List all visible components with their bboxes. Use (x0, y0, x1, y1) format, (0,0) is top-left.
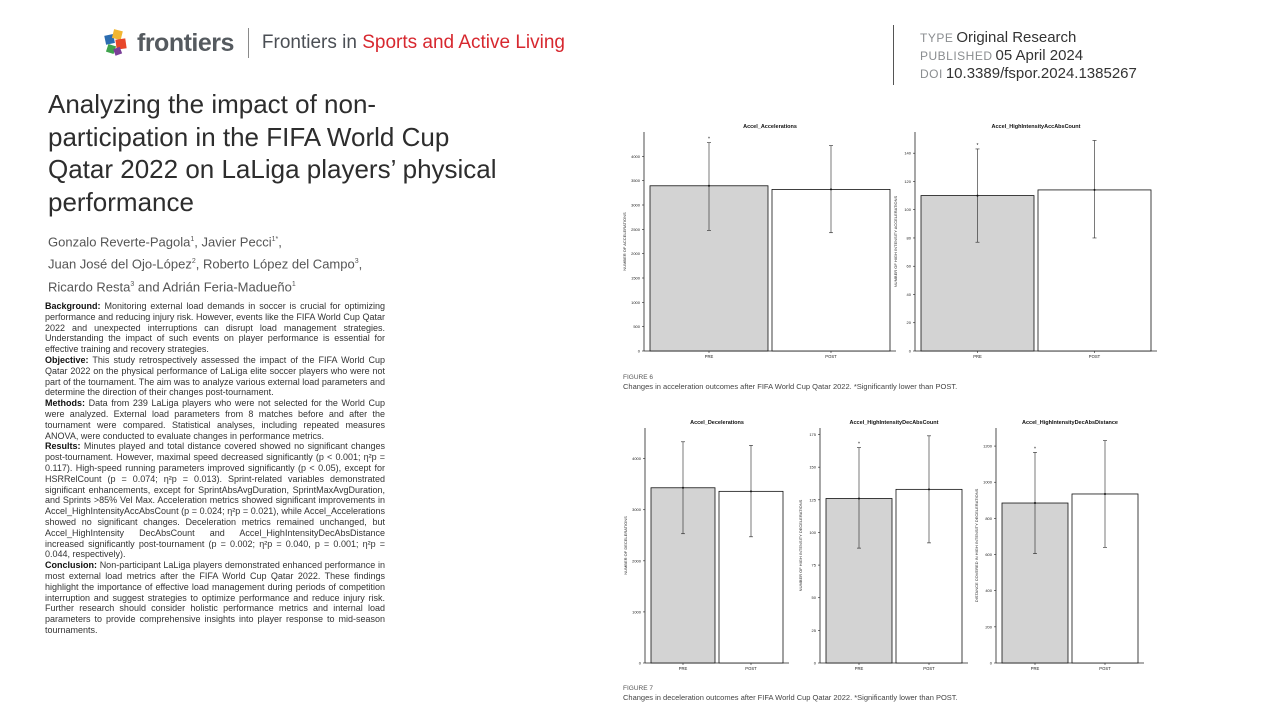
y-tick-label: 4000 (631, 153, 640, 159)
mean-point (1104, 493, 1106, 495)
y-tick-label: 0 (813, 660, 816, 666)
y-axis-label: NUMBER OF HIGH INTENSITY ACCELERATIONS (893, 195, 898, 288)
mean-point (708, 185, 710, 187)
author-name: Ricardo Resta (48, 278, 131, 294)
y-tick-label: 1500 (631, 275, 640, 281)
y-tick-label: 125 (809, 497, 816, 503)
y-axis-label: NUMBER OF HIGH INTENSITY DECELERATIONS (798, 499, 803, 592)
doi-link[interactable]: 10.3389/fspor.2024.1385267 (945, 65, 1137, 82)
significance-marker: * (1034, 446, 1036, 453)
y-tick-label: 60 (906, 263, 911, 269)
y-tick-label: 100 (809, 529, 816, 535)
x-tick-label: POST (1088, 354, 1101, 359)
mean-point (858, 498, 860, 500)
y-axis-label: NUMBER OF ACCELERATIONS (622, 212, 627, 271)
figure7-caption: FIGURE 7 Changes in deceleration outcomes after FIFA World Cup Qatar 2022. *Significantly lower than POST. (623, 685, 958, 702)
y-tick-label: 100 (904, 207, 911, 213)
y-axis-label: DISTANCE COVERED IN HIGH INTENSITY DECELERATIONS (974, 488, 979, 603)
y-tick-label: 1000 (632, 609, 641, 615)
x-tick-label: POST (1099, 666, 1111, 671)
x-tick-label: PRE (973, 354, 982, 359)
chart-title: Accel_HighIntensityAccAbsCount (991, 124, 1081, 130)
y-tick-label: 150 (809, 464, 816, 470)
y-tick-label: 50 (811, 595, 816, 601)
x-tick-label: POST (745, 666, 757, 671)
y-tick-label: 1000 (631, 299, 640, 305)
abstract-background: Background: Monitoring external load demands in soccer is crucial for optimizing performance and reducing injury risk. However, events like the FIFA World Cup Qatar 2022 and unexpected interruptions can disrupt load management strategies. Understanding the impact of such events on player performance is essential for effective training and recovery strategies. (45, 301, 385, 355)
abstract-methods: Methods: Data from 239 LaLiga players who were not selected for the World Cup were analyzed. External load parameters from 8 matches before and after the tournament were compared. Statistical analyses, including repeated measures ANOVA, were conducted to evaluate changes in performance metrics. (45, 398, 385, 441)
x-tick-label: PRE (854, 666, 864, 671)
y-tick-label: 800 (985, 515, 992, 521)
y-tick-label: 2000 (632, 558, 641, 564)
author-name: Roberto López del Campo (202, 256, 355, 272)
article-doi: DOI 10.3389/fspor.2024.1385267 (920, 65, 1137, 82)
chart-title: Accel_Accelerations (743, 124, 797, 130)
abstract-objective: Objective: This study retrospectively assessed the impact of the FIFA World Cup Qatar 2022 on the physical performance of LaLiga elite soccer players who were not part of the tournament. The aim was to analyze various external load parameters and determine the direction of their changes post-tournament. (45, 354, 385, 398)
y-tick-label: 0 (908, 348, 911, 354)
author-name: Javier Pecci (201, 234, 272, 250)
y-tick-label: 0 (989, 660, 992, 666)
author-name: Gonzalo Reverte-Pagola (48, 234, 191, 250)
abstract-conclusion: Conclusion: Non-participant LaLiga players demonstrated enhanced performance in most external load metrics after the FIFA World Cup Qatar 2022. These findings highlight the importance of effective load management during periods of competition interruption and suggest strategies to optimize performance and reduce injury risk. Further research should consider holistic performance metrics and internal load parameters to provide comprehensive insights into player response to mid-season tournaments. (45, 560, 385, 635)
mean-point (750, 490, 752, 492)
journal-name (262, 32, 565, 54)
author-name: Juan José del Ojo-López (48, 256, 192, 272)
y-tick-label: 120 (904, 178, 911, 184)
y-tick-label: 2500 (631, 226, 640, 232)
y-axis-label: NUMBER OF DECELERATIONS (623, 516, 628, 575)
y-tick-label: 25 (811, 627, 816, 633)
abstract-results: Results: Minutes played and total distance covered showed no significant changes post-tournament. However, maximal speed decreased significantly (p < 0.001; η²p = 0.117). High-speed running parameters improved significantly (p < 0.05), except for HSRRelCount (p = 0.074; η²p = 0.013). Sprint-related variables demonstrated significant enhancements, except for SprintAbsAvgDuration, SprintMaxAvgDuration, and Sprints >85% Vel Max. Acceleration metrics showed significant improvements in Accel_HighIntensityAccAbsCount (p = 0.024; η²p = 0.021), while Accel_Accelerations showed no significant changes. Deceleration metrics remained unchanged, but Accel_HighIntensity DecAbsCount and Accel_HighIntensityDecAbsDistance increased significantly post-tournament (p = 0.002; η²p = 0.040, p = 0.001; η²p = 0.044, respectively). (45, 441, 385, 560)
chart-title: Accel_Decelerations (690, 420, 744, 426)
frontiers-logo-icon (104, 29, 130, 57)
y-tick-label: 0 (638, 660, 641, 666)
chart-accel-decelerations (617, 416, 795, 674)
chart-title: Accel_HighIntensityDecAbsCount (849, 420, 939, 426)
chart-title: Accel_HighIntensityDecAbsDistance (1022, 420, 1118, 426)
mean-point (977, 195, 979, 197)
y-tick-label: 0 (637, 348, 640, 354)
abstract (45, 301, 385, 636)
article-title: Analyzing the impact of non-participation in the FIFA World Cup Qatar 2022 on LaLiga players’ physical performance (48, 89, 497, 217)
chart-accel-high-intensity-dec-distance (973, 416, 1148, 674)
y-tick-label: 3000 (631, 202, 640, 208)
journal-title: Sports and Active Living (362, 32, 566, 53)
mean-point (682, 487, 684, 489)
article-type: TYPE Original Research (920, 29, 1077, 46)
y-tick-label: 175 (809, 432, 816, 438)
article-published: PUBLISHED 05 April 2024 (920, 47, 1084, 64)
mean-point (1034, 502, 1036, 504)
x-tick-label: PRE (678, 666, 688, 671)
y-tick-label: 140 (904, 150, 911, 156)
journal-header (104, 26, 565, 60)
figure6-caption: FIGURE 6 Changes in acceleration outcomes after FIFA World Cup Qatar 2022. *Significantly lower than POST. (623, 374, 958, 391)
y-tick-label: 3500 (631, 178, 640, 184)
y-tick-label: 500 (633, 324, 640, 330)
y-tick-label: 2000 (631, 251, 640, 257)
x-tick-label: POST (825, 354, 837, 359)
y-tick-label: 1000 (983, 479, 992, 485)
mean-point (928, 488, 930, 490)
journal-prefix: Frontiers in (261, 32, 357, 53)
y-tick-label: 75 (811, 562, 816, 568)
x-tick-label: PRE (1030, 666, 1040, 671)
y-tick-label: 4000 (632, 456, 641, 462)
y-tick-label: 40 (906, 291, 911, 297)
chart-accel-accelerations (612, 118, 902, 368)
significance-marker: * (976, 142, 979, 149)
header-divider (248, 28, 249, 58)
article-meta (920, 29, 1137, 83)
significance-marker: * (708, 136, 710, 143)
frontiers-brand: frontiers (137, 28, 234, 57)
y-tick-label: 80 (906, 235, 911, 241)
y-tick-label: 3000 (632, 507, 641, 513)
y-tick-label: 600 (985, 552, 992, 558)
y-tick-label: 1200 (983, 443, 992, 449)
author-list: Gonzalo Reverte-Pagola$^1$, Javier Pecci$^{1*}$, Juan José del Ojo-López$^2$, Roberto López del Campo$^3$, Ricardo Resta$^3$ and Adrián Feria-Madueño$^1$ (48, 234, 363, 294)
y-tick-label: 200 (985, 624, 992, 630)
y-tick-label: 400 (985, 588, 992, 594)
mean-point (830, 188, 832, 190)
chart-accel-high-intensity-dec-count (800, 416, 972, 674)
significance-marker: * (858, 441, 860, 448)
author-name: Adrián Feria-Madueño (162, 278, 292, 294)
meta-divider (893, 25, 894, 85)
chart-accel-high-intensity-acc (895, 118, 1165, 368)
x-tick-label: PRE (704, 354, 714, 359)
x-tick-label: POST (923, 666, 935, 671)
mean-point (1094, 189, 1096, 191)
y-tick-label: 20 (906, 320, 911, 326)
